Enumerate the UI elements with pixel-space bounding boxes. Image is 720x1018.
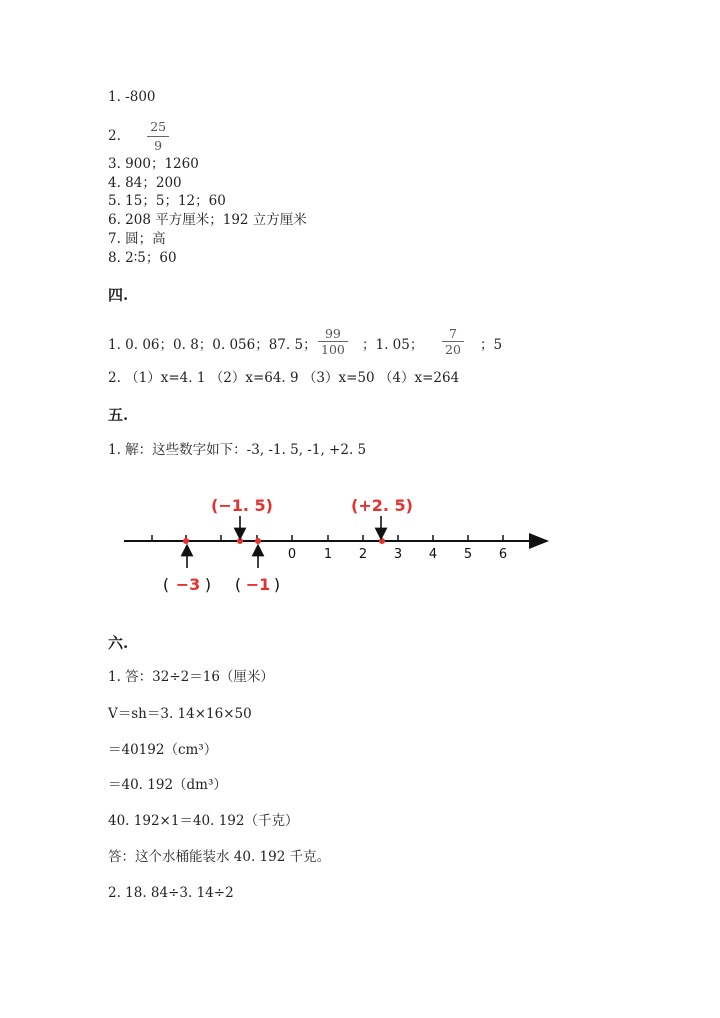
tick-label-5: 5 xyxy=(463,547,473,562)
answer-3-7: 7. 圆；高 xyxy=(108,231,166,247)
answer-3-5: 5. 15；5；12；60 xyxy=(108,193,226,209)
label-minus-1-value: −1 xyxy=(245,575,271,594)
answer-3-2 xyxy=(108,118,169,155)
answer-6-line-1: 1. 答：32÷2＝16（厘米） xyxy=(108,669,274,685)
tick-label-2: 2 xyxy=(358,547,368,562)
answer-3-2-prefix: 2. xyxy=(108,128,121,144)
answer-4-1-prefix: 1. 0. 06；0. 8；0. 056；87. 5； xyxy=(108,337,317,353)
answer-4-1-end: ；5 xyxy=(480,337,503,353)
tick-label-3: 3 xyxy=(393,547,403,562)
fraction-7-20 xyxy=(442,326,464,357)
answer-3-4: 4. 84；200 xyxy=(108,175,182,191)
fraction-25-9 xyxy=(147,118,169,155)
tick-label-0: 0 xyxy=(287,547,297,562)
fraction-denominator: 9 xyxy=(147,136,169,155)
label-minus-1-open: ( xyxy=(234,575,242,594)
answer-3-1: 1. -800 xyxy=(108,89,156,105)
point-minus-1-5 xyxy=(237,538,243,544)
answer-3-3: 3. 900；1260 xyxy=(108,156,199,172)
fraction-denominator: 100 xyxy=(318,341,348,357)
answer-3-8: 8. 2∶5；60 xyxy=(108,250,177,266)
label-minus-3-value: −3 xyxy=(175,575,201,594)
fraction-99-100 xyxy=(318,326,348,357)
answer-3-6: 6. 208 平方厘米；192 立方厘米 xyxy=(108,212,307,228)
answer-6-line-6: 答：这个水桶能装水 40. 192 千克。 xyxy=(108,849,331,865)
answer-6-line-7: 2. 18. 84÷3. 14÷2 xyxy=(108,885,234,901)
label-minus-1-close: ) xyxy=(273,575,281,594)
point-plus-2-5 xyxy=(379,538,385,544)
answer-4-1-mid: ；1. 05； xyxy=(362,337,424,353)
point-minus-1 xyxy=(255,538,261,544)
answer-6-line-2: V＝sh＝3. 14×16×50 xyxy=(108,706,252,722)
answer-5-1: 1. 解：这些数字如下：-3, -1. 5, -1, +2. 5 xyxy=(108,442,367,458)
label-minus-3-close: ) xyxy=(204,575,212,594)
fraction-numerator: 99 xyxy=(324,326,341,341)
answer-6-line-4: ＝40. 192（dm³） xyxy=(108,777,227,793)
answer-6-line-5: 40. 192×1＝40. 192（千克） xyxy=(108,813,299,829)
label-plus-2-5: (+2. 5) xyxy=(351,496,413,515)
tick-label-4: 4 xyxy=(428,547,438,562)
section-heading-4: 四. xyxy=(108,286,129,304)
point-minus-3 xyxy=(183,538,189,544)
label-minus-1-5: (−1. 5) xyxy=(211,496,273,515)
fraction-denominator: 20 xyxy=(442,341,464,357)
answer-6-line-3: ＝40192（cm³） xyxy=(108,742,218,758)
section-heading-5: 五. xyxy=(108,406,129,424)
fraction-numerator: 25 xyxy=(150,119,167,134)
fraction-numerator: 7 xyxy=(448,326,457,341)
section-heading-6: 六. xyxy=(108,634,129,652)
label-minus-3-open: ( xyxy=(162,575,170,594)
tick-label-6: 6 xyxy=(498,547,508,562)
number-line-ticks xyxy=(152,535,503,541)
answer-4-2: 2. （1）x=4. 1 （2）x=64. 9 （3）x=50 （4）x=264 xyxy=(108,370,460,386)
tick-label-1: 1 xyxy=(323,547,333,562)
